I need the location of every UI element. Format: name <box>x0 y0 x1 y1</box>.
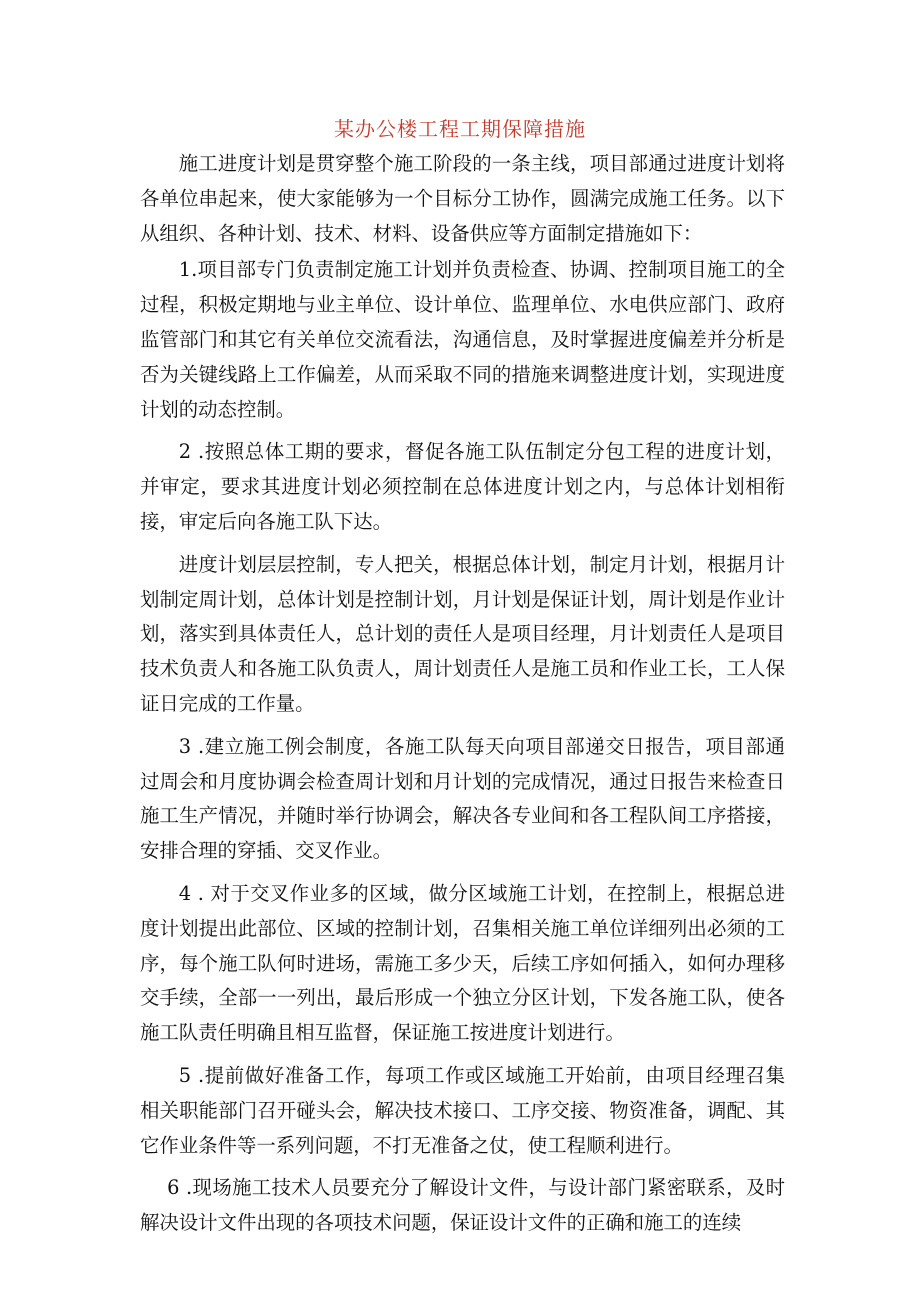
paragraph-item-3: 3 .建立施工例会制度，各施工队每天向项目部递交日报告，项目部通过周会和月度协调会检查周计划和月计划的完成情况，通过日报告来检查日施工生产情况，并随时举行协调会，解决各专业间和各工程队间工序搭接，安排合理的穿插、交叉作业。 <box>140 734 785 863</box>
paragraph-item-6: 6 .现场施工技术人员要充分了解设计文件，与设计部门紧密联系，及时解决设计文件出现的各项技术问题，保证设计文件的正确和施工的连续 <box>140 1176 785 1235</box>
document-body <box>140 147 785 1249</box>
paragraph-item-4: 4 . 对于交叉作业多的区域，做分区域施工计划，在控制上，根据总进度计划提出此部位、区域的控制计划，召集相关施工单位详细列出必须的工序，每个施工队何时进场，需施工多少天，后续工序如何插入，如何办理移交手续，全部一一列出，最后形成一个独立分区计划，下发各施工队，使各施工队责任明确且相互监督，保证施工按进度计划进行。 <box>140 881 785 1045</box>
document-title: 某办公楼工程工期保障措施 <box>334 117 586 141</box>
paragraph-intro: 施工进度计划是贯穿整个施工阶段的一条主线，项目部通过进度计划将各单位串起来，使大家能够为一个目标分工协作，圆满完成施工任务。以下从组织、各种计划、技术、材料、设备供应等方面制定措施如下： <box>140 152 785 245</box>
paragraph-schedule-control: 进度计划层层控制，专人把关，根据总体计划，制定月计划，根据月计划制定周计划，总体计划是控制计划，月计划是保证计划，周计划是作业计划，落实到具体责任人，总计划的责任人是项目经理，月计划责任人是项目技术负责人和各施工队负责人，周计划责任人是施工员和作业工长，工人保证日完成的工作量。 <box>140 552 785 715</box>
paragraph-item-2: 2 .按照总体工期的要求，督促各施工队伍制定分包工程的进度计划，并审定，要求其进度计划必须控制在总体进度计划之内，与总体计划相衔接，审定后向各施工队下达。 <box>140 440 785 533</box>
paragraph-item-1: 1.项目部专门负责制定施工计划并负责检查、协调、控制项目施工的全过程，积极定期地与业主单位、设计单位、监理单位、水电供应部门、政府监管部门和其它有关单位交流看法，沟通信息，及时掌握进度偏差并分析是否为关键线路上工作偏差，从而采取不同的措施来调整进度计划，实现进度计划的动态控制。 <box>140 258 785 421</box>
paragraph-item-5: 5 .提前做好准备工作，每项工作或区域施工开始前，由项目经理召集相关职能部门召开碰头会，解决技术接口、工序交接、物资准备，调配、其它作业条件等一系列问题，不打无准备之仗，使工程顺利进行。 <box>140 1063 785 1157</box>
